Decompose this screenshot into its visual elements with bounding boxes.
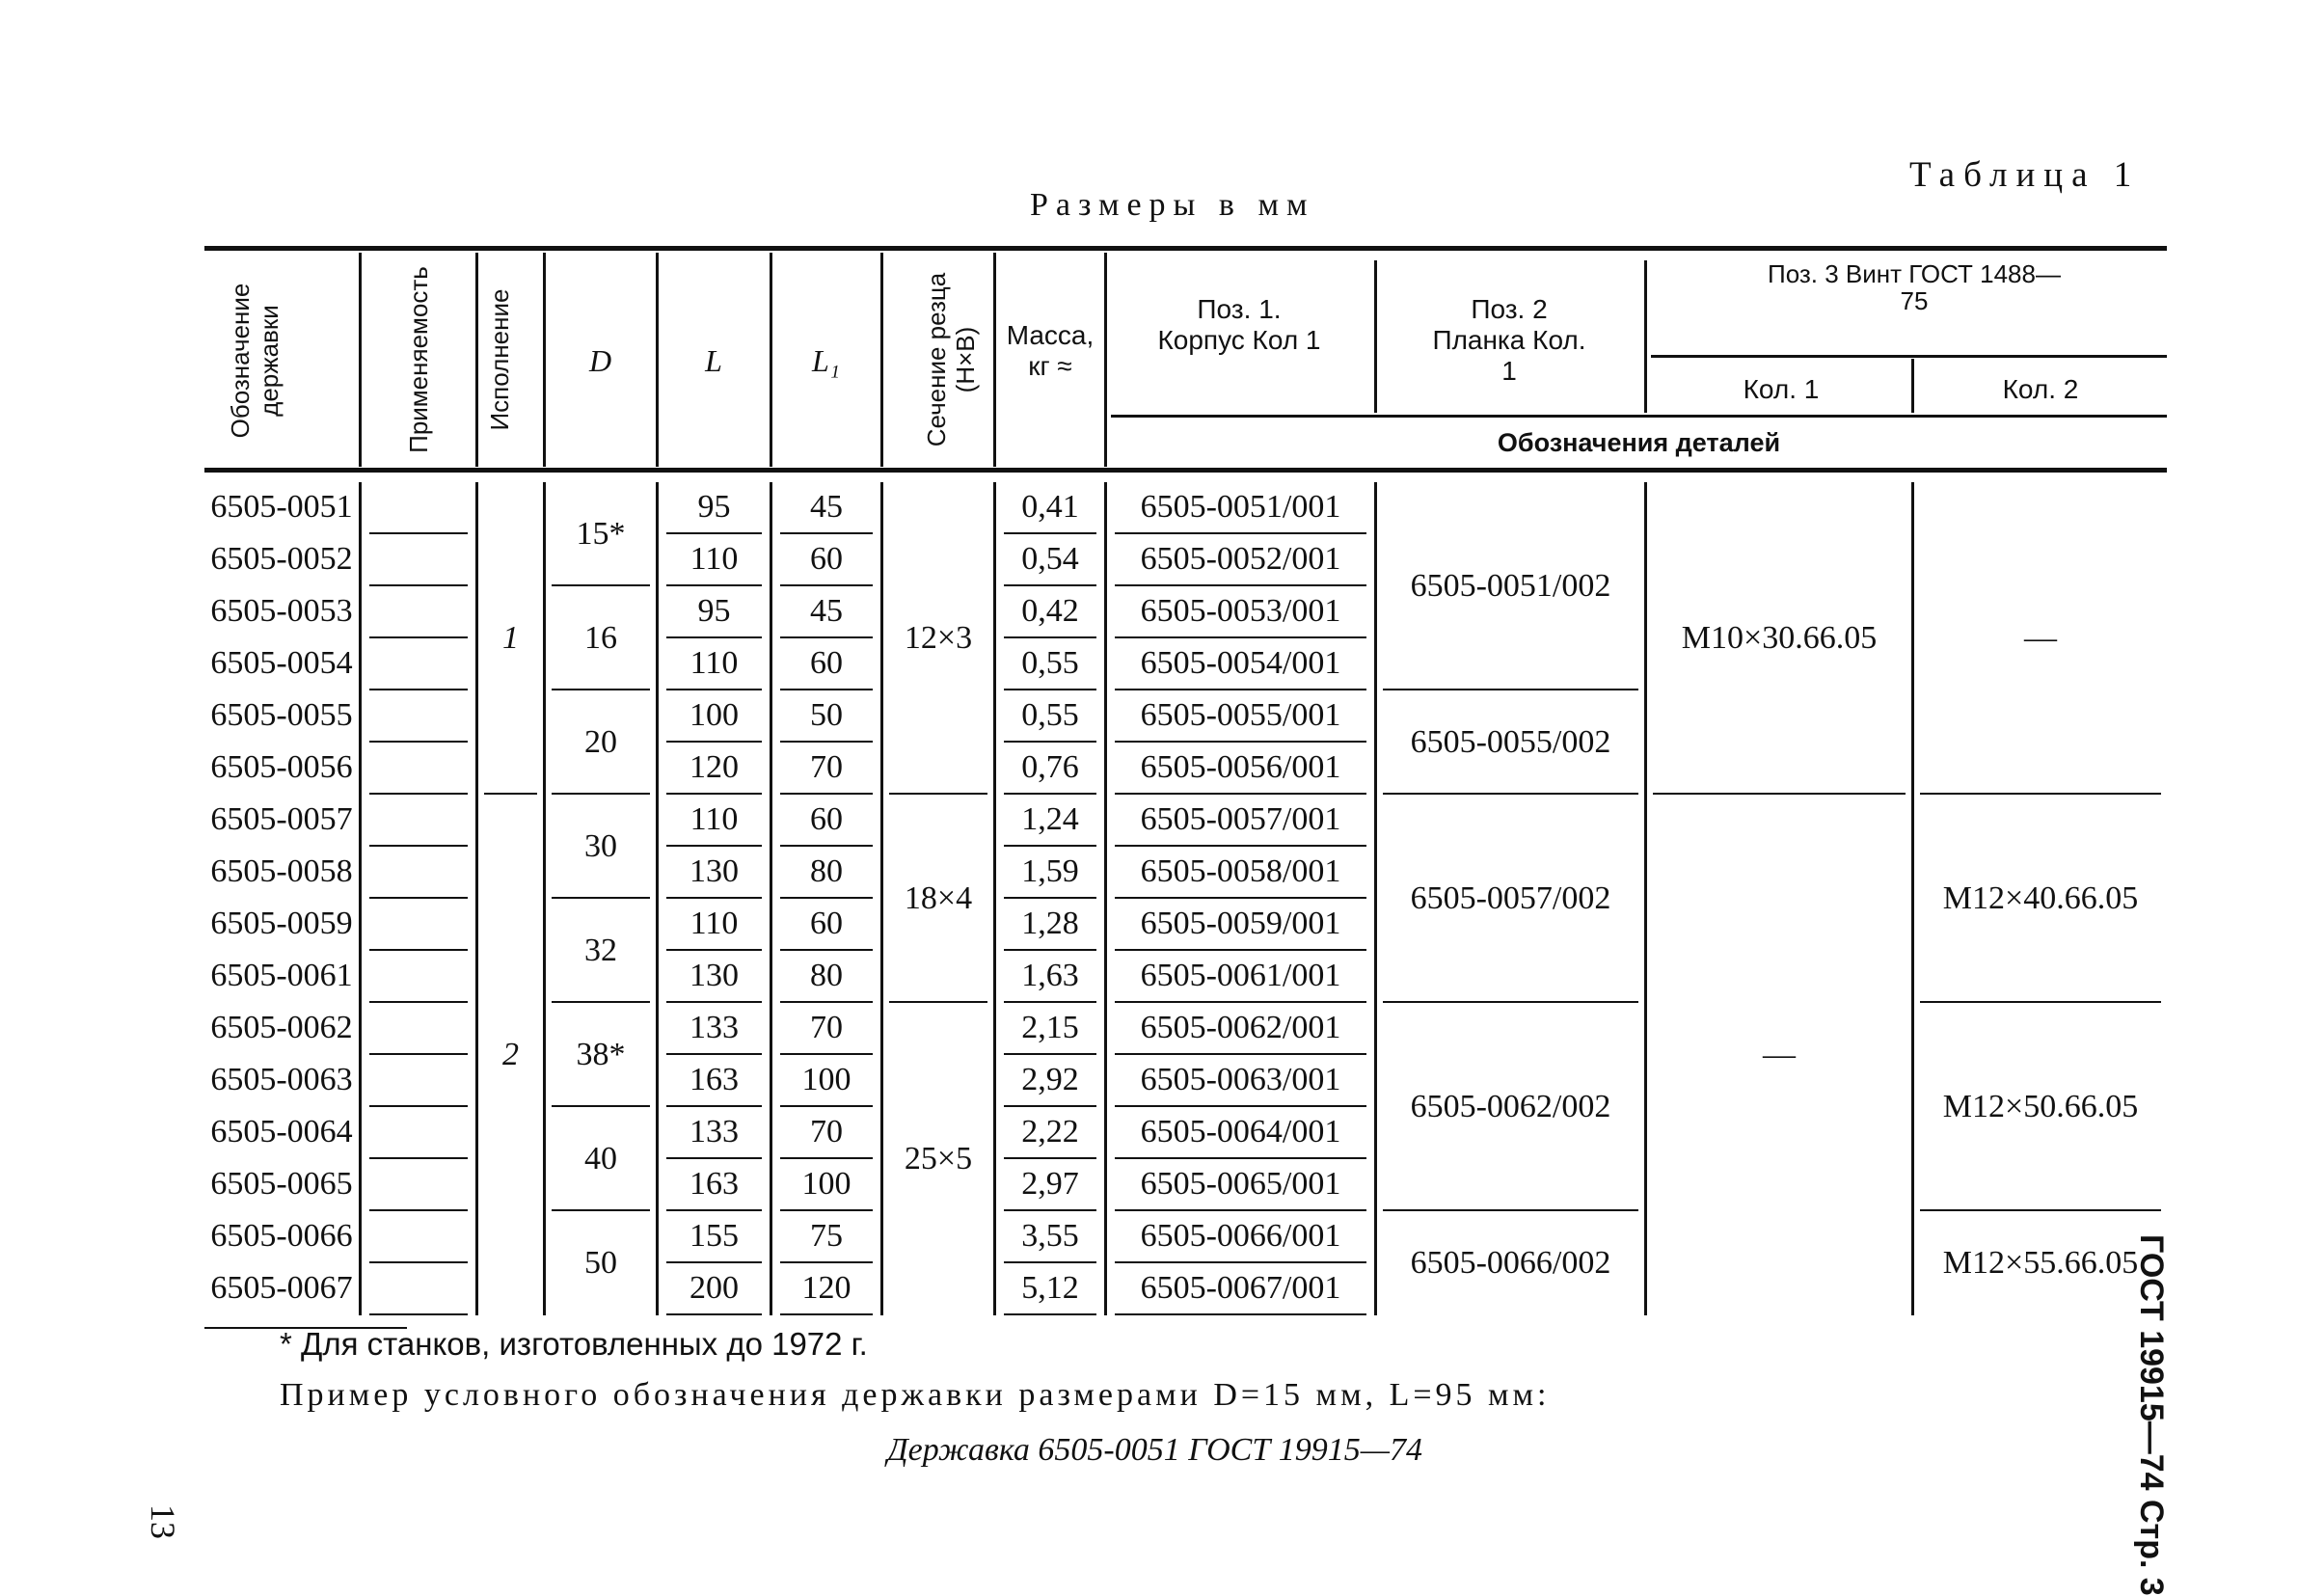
cell-designation: 6505-0063 [210, 1062, 353, 1097]
group-kol2: — [2024, 620, 2057, 656]
row-rule [1115, 1313, 1366, 1315]
units-caption: Размеры в мм [1030, 187, 1315, 223]
cell-mass: 1,59 [1021, 853, 1079, 889]
row-rule [1115, 532, 1366, 534]
row-rule [1115, 741, 1366, 743]
group-version: 1 [502, 620, 519, 656]
row-rule [666, 532, 762, 534]
applicability-dash [369, 1261, 468, 1263]
header-designation: Обозначение державки [226, 283, 284, 439]
header-kol2: Кол. 2 [2002, 374, 2079, 404]
cell-pos1: 6505-0052/001 [1140, 541, 1341, 577]
cell-l: 100 [689, 697, 739, 733]
cell-l1: 70 [810, 749, 843, 785]
cell-designation: 6505-0059 [210, 906, 353, 941]
footnote: * Для станков, изготовленных до 1972 г. [280, 1326, 868, 1362]
cell-l1: 60 [810, 645, 843, 681]
cell-pos1: 6505-0051/001 [1140, 489, 1341, 525]
applicability-dash [369, 584, 468, 586]
cell-pos1: 6505-0055/001 [1140, 697, 1341, 733]
cell-mass: 1,24 [1021, 801, 1079, 837]
cell-l1: 45 [810, 593, 843, 629]
cell-pos1: 6505-0062/001 [1140, 1010, 1341, 1045]
cell-l1: 75 [810, 1218, 843, 1254]
group-pos2: 6505-0057/002 [1410, 880, 1611, 916]
header-applicability: Применяемость [404, 266, 433, 453]
row-rule [1115, 636, 1366, 638]
row-rule [1004, 532, 1096, 534]
row-rule [780, 1105, 873, 1107]
row-rule [780, 636, 873, 638]
cell-l: 110 [689, 541, 739, 577]
cell-mass: 0,41 [1021, 489, 1079, 525]
table-label: Таблица 1 [1909, 155, 2141, 195]
group-version: 2 [502, 1037, 519, 1072]
row-rule [1004, 1209, 1096, 1211]
cell-mass: 1,63 [1021, 958, 1079, 993]
header-kol1: Кол. 1 [1743, 374, 1820, 404]
cell-l1: 50 [810, 697, 843, 733]
column-line [543, 482, 546, 1315]
row-rule [780, 532, 873, 534]
cell-mass: 2,97 [1021, 1166, 1079, 1202]
row-rule [1115, 845, 1366, 847]
side-header: ГОСТ 19915—74 Стр. 3 [2133, 1234, 2170, 1596]
header-section: Сечение резца (H×B) [922, 272, 980, 447]
column-line [880, 482, 883, 1315]
cell-l1: 100 [801, 1166, 852, 1202]
group-pos2: 6505-0066/002 [1410, 1245, 1611, 1281]
cell-pos1: 6505-0059/001 [1140, 906, 1341, 941]
row-rule [780, 584, 873, 586]
group-kol2: M12×55.66.05 [1942, 1245, 2139, 1281]
header-separator [359, 253, 362, 467]
row-rule [780, 793, 873, 795]
applicability-dash [369, 532, 468, 534]
header-separator [1104, 253, 1107, 467]
header-d: D [588, 343, 612, 378]
group-pos2: 6505-0055/002 [1410, 724, 1611, 760]
cell-designation: 6505-0056 [210, 749, 353, 785]
cell-l: 110 [689, 906, 739, 941]
cell-mass: 2,92 [1021, 1062, 1079, 1097]
cell-mass: 0,55 [1021, 697, 1079, 733]
cell-designation: 6505-0057 [210, 801, 353, 837]
column-line [359, 482, 362, 1315]
row-rule [666, 1001, 762, 1003]
cell-l: 130 [689, 853, 739, 889]
row-rule [780, 741, 873, 743]
cell-designation: 6505-0062 [210, 1010, 353, 1045]
row-rule [666, 1157, 762, 1159]
cell-mass: 2,15 [1021, 1010, 1079, 1045]
cell-mass: 1,28 [1021, 906, 1079, 941]
cell-pos1: 6505-0061/001 [1140, 958, 1341, 993]
group-pos2: 6505-0051/002 [1410, 568, 1611, 604]
cell-pos1: 6505-0065/001 [1140, 1166, 1341, 1202]
cell-l: 95 [697, 489, 731, 525]
cell-l: 133 [689, 1010, 739, 1045]
cell-pos1: 6505-0057/001 [1140, 801, 1341, 837]
cell-designation: 6505-0061 [210, 958, 353, 993]
cell-designation: 6505-0058 [210, 853, 353, 889]
header-pos3: Поз. 3 Винт ГОСТ 1488—75 [1768, 259, 2061, 315]
row-rule [1115, 1001, 1366, 1003]
row-rule [666, 584, 762, 586]
header-separator [1374, 260, 1377, 413]
cell-l: 120 [689, 749, 739, 785]
cell-designation: 6505-0055 [210, 697, 353, 733]
column-line [993, 482, 996, 1315]
example-designation: Державка 6505-0051 ГОСТ 19915—74 [887, 1432, 1422, 1468]
header-bottom-rule [204, 468, 2167, 473]
applicability-dash [369, 1313, 468, 1315]
cell-l1: 70 [810, 1010, 843, 1045]
cell-designation: 6505-0051 [210, 489, 353, 525]
cell-l: 95 [697, 593, 731, 629]
row-rule [1004, 636, 1096, 638]
column-line [1374, 482, 1377, 1315]
applicability-dash [369, 845, 468, 847]
cell-mass: 0,55 [1021, 645, 1079, 681]
row-rule [666, 1209, 762, 1211]
cell-pos1: 6505-0058/001 [1140, 853, 1341, 889]
row-rule [1115, 584, 1366, 586]
cell-pos1: 6505-0067/001 [1140, 1270, 1341, 1306]
cell-l: 163 [689, 1166, 739, 1202]
group-pos2: 6505-0062/002 [1410, 1089, 1611, 1124]
row-rule [666, 636, 762, 638]
applicability-dash [369, 897, 468, 899]
column-line [656, 482, 659, 1315]
column-line [770, 482, 772, 1315]
applicability-dash [369, 741, 468, 743]
cell-designation: 6505-0065 [210, 1166, 353, 1202]
details-rule [1111, 415, 2167, 418]
applicability-dash [369, 1209, 468, 1211]
page-number: 13 [144, 1504, 182, 1539]
row-rule [780, 1209, 873, 1211]
row-rule [1115, 1105, 1366, 1107]
header-pos2: Поз. 2 Планка Кол. 1 [1432, 294, 1586, 386]
cell-mass: 0,76 [1021, 749, 1079, 785]
row-rule [1004, 1053, 1096, 1055]
row-rule [1115, 1053, 1366, 1055]
cell-designation: 6505-0067 [210, 1270, 353, 1306]
row-rule [666, 741, 762, 743]
cell-designation: 6505-0054 [210, 645, 353, 681]
row-rule [1004, 1105, 1096, 1107]
row-rule [666, 897, 762, 899]
group-d: 50 [584, 1245, 617, 1281]
group-d: 16 [584, 620, 617, 656]
row-rule [780, 897, 873, 899]
row-rule [1004, 845, 1096, 847]
cell-l: 133 [689, 1114, 739, 1150]
header-separator [1644, 260, 1647, 413]
column-line [1104, 482, 1107, 1315]
row-rule [666, 1313, 762, 1315]
row-rule [780, 1001, 873, 1003]
group-kol1: — [1763, 1037, 1796, 1072]
group-d: 38* [576, 1037, 626, 1072]
header-separator [880, 253, 883, 467]
group-d: 15* [576, 516, 626, 552]
group-d: 30 [584, 828, 617, 864]
header-l1: L₁ [812, 343, 840, 378]
cell-l1: 100 [801, 1062, 852, 1097]
table-top-rule [204, 246, 2167, 251]
row-rule [1004, 1313, 1096, 1315]
cell-pos1: 6505-0064/001 [1140, 1114, 1341, 1150]
cell-l1: 60 [810, 541, 843, 577]
group-section: 12×3 [904, 620, 973, 656]
applicability-dash [369, 949, 468, 951]
row-rule [1004, 897, 1096, 899]
row-rule [1115, 1261, 1366, 1263]
group-kol2: M12×40.66.05 [1942, 880, 2139, 916]
cell-l1: 80 [810, 853, 843, 889]
header-l: L [705, 343, 722, 378]
row-rule [1115, 897, 1366, 899]
row-rule [666, 689, 762, 690]
row-rule [666, 949, 762, 951]
row-rule [1004, 584, 1096, 586]
cell-designation: 6505-0064 [210, 1114, 353, 1150]
cell-designation: 6505-0053 [210, 593, 353, 629]
cell-mass: 5,12 [1021, 1270, 1079, 1306]
cell-l: 130 [689, 958, 739, 993]
applicability-dash [369, 1053, 468, 1055]
row-rule [666, 793, 762, 795]
row-rule [666, 845, 762, 847]
row-rule [666, 1105, 762, 1107]
row-rule [1004, 1001, 1096, 1003]
header-pos1: Поз. 1. Корпус Кол 1 [1157, 294, 1321, 355]
cell-pos1: 6505-0066/001 [1140, 1218, 1341, 1254]
cell-l1: 60 [810, 801, 843, 837]
cell-mass: 0,54 [1021, 541, 1079, 577]
cell-l: 200 [689, 1270, 739, 1306]
applicability-dash [369, 793, 468, 795]
row-rule [780, 689, 873, 690]
row-rule [666, 1053, 762, 1055]
cell-mass: 0,42 [1021, 593, 1079, 629]
applicability-dash [369, 1001, 468, 1003]
applicability-dash [369, 1157, 468, 1159]
cell-l1: 80 [810, 958, 843, 993]
group-d: 32 [584, 933, 617, 968]
cell-l: 163 [689, 1062, 739, 1097]
applicability-dash [369, 689, 468, 690]
cell-pos1: 6505-0056/001 [1140, 749, 1341, 785]
group-kol2: M12×50.66.05 [1942, 1089, 2139, 1124]
pos3-sub-rule [1651, 355, 2167, 358]
header-separator [1911, 359, 1914, 413]
row-rule [1115, 793, 1366, 795]
column-line [1644, 482, 1647, 1315]
cell-designation: 6505-0052 [210, 541, 353, 577]
group-section: 18×4 [904, 880, 973, 916]
row-rule [780, 949, 873, 951]
cell-l: 110 [689, 801, 739, 837]
applicability-dash [369, 1105, 468, 1107]
cell-pos1: 6505-0054/001 [1140, 645, 1341, 681]
cell-pos1: 6505-0053/001 [1140, 593, 1341, 629]
row-rule [780, 1313, 873, 1315]
row-rule [780, 1053, 873, 1055]
cell-designation: 6505-0066 [210, 1218, 353, 1254]
group-d: 20 [584, 724, 617, 760]
row-rule [666, 1261, 762, 1263]
cell-l1: 45 [810, 489, 843, 525]
cell-l1: 60 [810, 906, 843, 941]
row-rule [780, 1157, 873, 1159]
row-rule [1115, 949, 1366, 951]
cell-l1: 120 [801, 1270, 852, 1306]
cell-mass: 2,22 [1021, 1114, 1079, 1150]
row-rule [1004, 949, 1096, 951]
row-rule [1115, 1157, 1366, 1159]
group-kol1: M10×30.66.05 [1681, 620, 1878, 656]
column-line [475, 482, 478, 1315]
header-separator [993, 253, 996, 467]
header-details: Обозначения деталей [1497, 428, 1781, 457]
example-text: Пример условного обозначения державки размерами D=15 мм, L=95 мм: [280, 1377, 1551, 1413]
row-rule [780, 1261, 873, 1263]
row-rule [1115, 1209, 1366, 1211]
cell-l1: 70 [810, 1114, 843, 1150]
cell-mass: 3,55 [1021, 1218, 1079, 1254]
header-separator [475, 253, 478, 467]
row-rule [1004, 741, 1096, 743]
applicability-dash [369, 636, 468, 638]
header-mass: Масса, кг ≈ [1006, 320, 1095, 381]
header-version: Исполнение [485, 288, 514, 431]
cell-pos1: 6505-0063/001 [1140, 1062, 1341, 1097]
cell-l: 110 [689, 645, 739, 681]
row-rule [1115, 689, 1366, 690]
group-section: 25×5 [904, 1141, 973, 1177]
group-d: 40 [584, 1141, 617, 1177]
cell-l: 155 [689, 1218, 739, 1254]
column-line [1911, 482, 1914, 1315]
row-rule [1004, 793, 1096, 795]
row-rule [780, 845, 873, 847]
row-rule [1004, 1261, 1096, 1263]
row-rule [1004, 1157, 1096, 1159]
row-rule [1004, 689, 1096, 690]
